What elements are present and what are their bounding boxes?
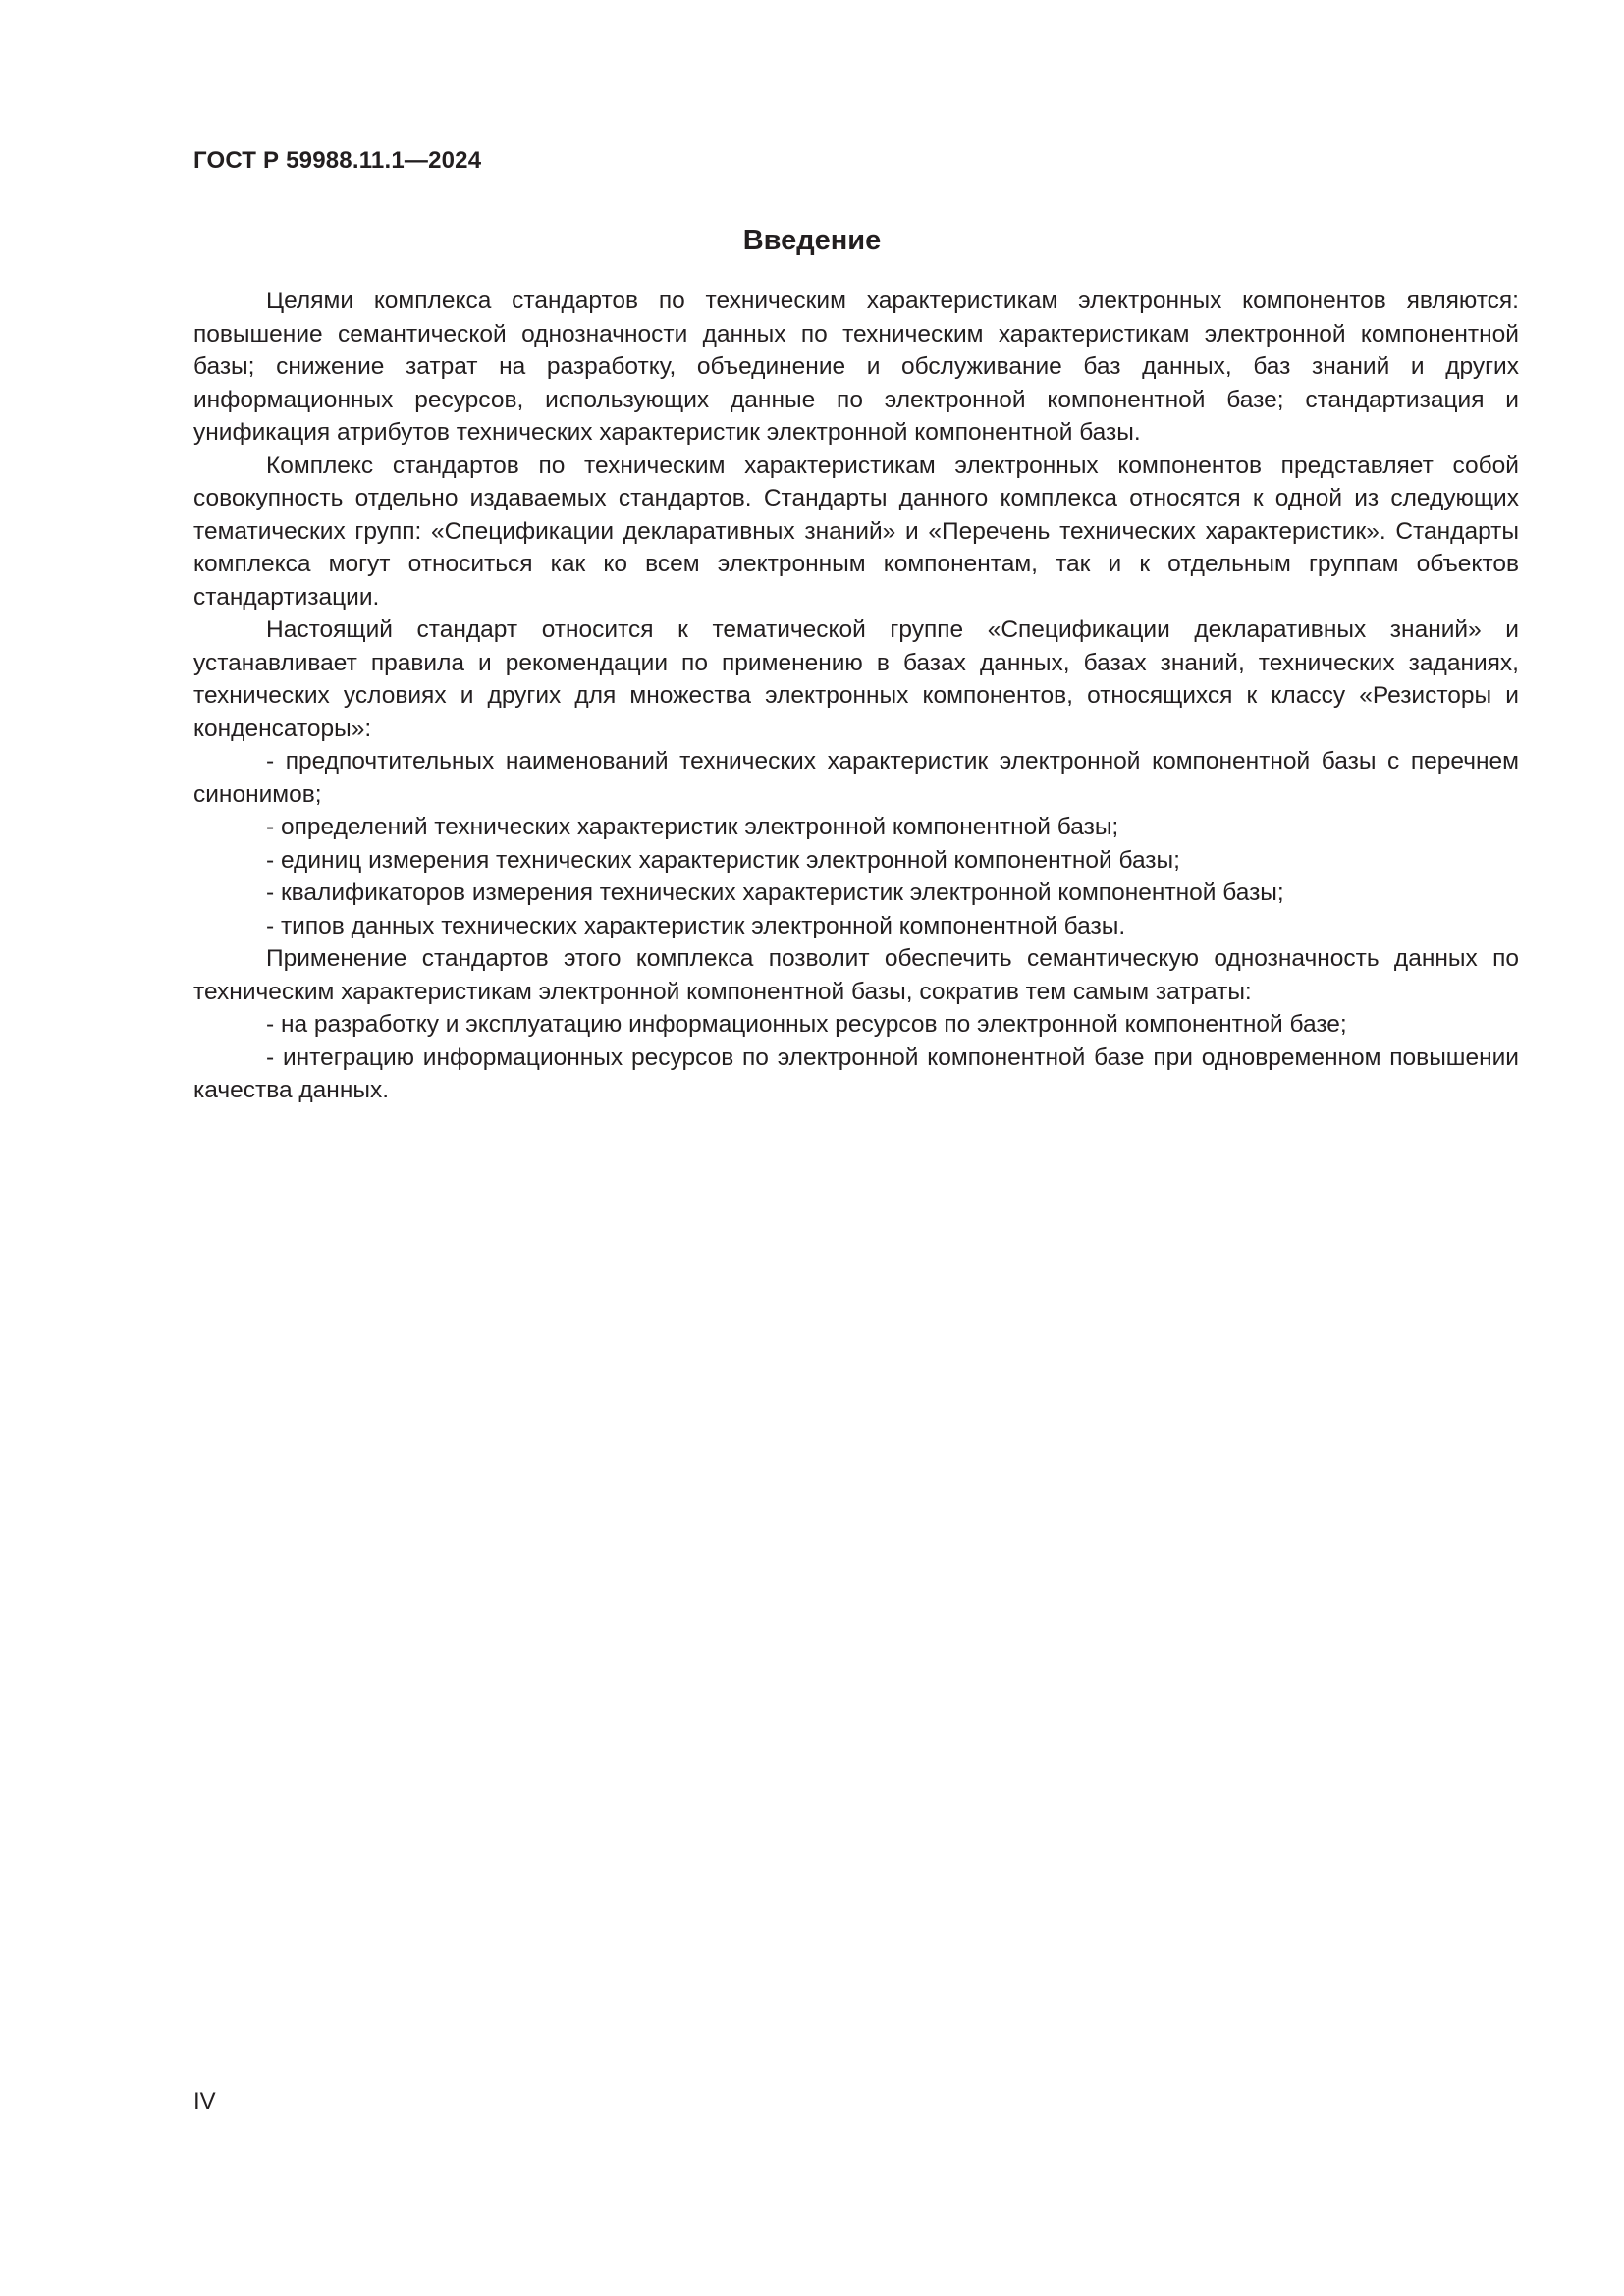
page-number: IV [193,2088,216,2114]
paragraph-application: Применение стандартов этого комплекса позволит обеспечить семантическую однозначность данных по техническим характеристикам электронной компонентной базы, сократив тем самым затраты: [193,945,1519,1005]
paragraph-goals: Целями комплекса стандартов по техническим характеристикам электронных компонентов являются: повышение семантической однозначности данных по техническим характеристикам электронной компонентной базы; снижение затрат на разработку, объединение и обслуживание баз данных, баз знаний и других информационных ресурсов, использующих данные по электронной компонентной базе; стандартизация и унификация атрибутов технических характеристик электронной компонентной базы. [193,288,1519,446]
body-text [193,285,1519,1107]
list-item-data-types: - типов данных технических характеристик электронной компонентной базы. [266,912,1126,939]
list-item-names: - предпочтительных наименований технических характеристик электронной компонентной базы с перечнем синонимов; [193,748,1519,808]
paragraph-complex: Комплекс стандартов по техническим характеристикам электронных компонентов представляет собой совокупность отдельно издаваемых стандартов. Стандарты данного комплекса относятся к одной из следующих тематических групп: «Спецификации декларативных знаний» и «Перечень технических характеристик». Стандарты комплекса могут относиться как ко всем электронным компонентам, так и к отдельным группам объектов стандартизации. [193,452,1519,611]
list-item-development: - на разработку и эксплуатацию информационных ресурсов по электронной компонентной базе; [266,1011,1347,1038]
list-item-qualifiers: - квалификаторов измерения технических характеристик электронной компонентной базы; [266,880,1284,906]
paragraph-scope: Настоящий стандарт относится к тематической группе «Спецификации декларативных знаний» и устанавливает правила и рекомендации по применению в базах данных, базах знаний, технических заданиях, технических условиях и других для множества электронных компонентов, относящихся к классу «Резисторы и конденсаторы»: [193,616,1519,742]
list-item-integration: - интеграцию информационных ресурсов по электронной компонентной базе при одновременном повышении качества данных. [193,1043,1519,1103]
list-item-definitions: - определений технических характеристик электронной компонентной базы; [266,814,1119,840]
list-item-units: - единиц измерения технических характеристик электронной компонентной базы; [266,846,1180,874]
document-code-header: ГОСТ Р 59988.11.1—2024 [193,147,482,174]
section-title: Введение [742,225,882,256]
